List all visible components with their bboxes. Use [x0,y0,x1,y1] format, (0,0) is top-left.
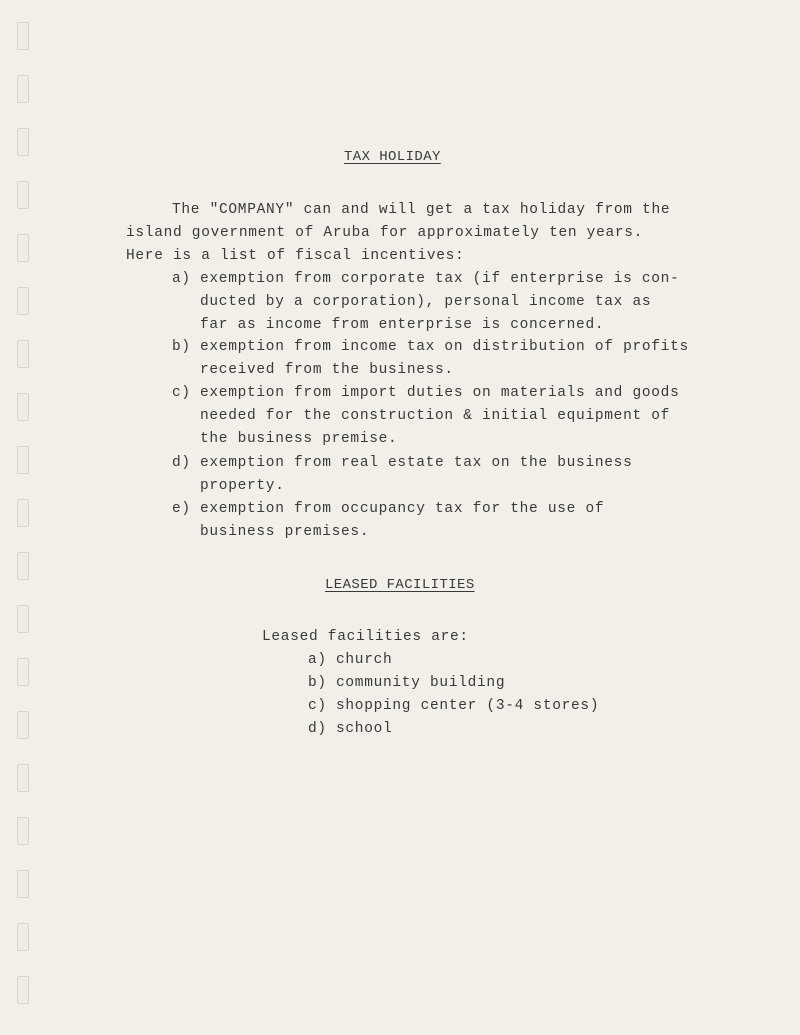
list-label: d) [308,721,327,737]
list-text: exemption from corporate tax (if enterprise is con- [200,271,680,287]
list-text: shopping center (3-4 stores) [336,698,600,714]
incentive-item-a [172,272,679,287]
list-label: b) [308,675,327,691]
intro-line: The "COMPANY" can and will get a tax holiday from the [172,202,671,218]
binder-hole [17,711,29,739]
facility-item-school [308,722,392,737]
binder-hole [17,870,29,898]
list-text: school [336,721,393,737]
incentive-continuation: far as income from enterprise is concerned. [200,317,605,333]
incentive-continuation: needed for the construction & initial equipment of [200,408,671,424]
incentive-item-c [172,386,679,401]
section-heading-tax-holiday: TAX HOLIDAY [344,149,441,165]
incentive-item-b [172,340,689,355]
list-text: church [336,652,393,668]
list-text: exemption from real estate tax on the business [200,455,633,471]
binder-hole [17,499,29,527]
section-heading-leased-facilities: LEASED FACILITIES [325,577,475,593]
binder-hole [17,340,29,368]
intro-line: Here is a list of fiscal incentives: [126,248,465,264]
list-text: exemption from occupancy tax for the use of [200,501,605,517]
binder-hole [17,393,29,421]
list-label: c) [308,698,327,714]
binder-hole [17,128,29,156]
binder-hole [17,552,29,580]
facility-item-shopping-center [308,699,599,714]
binder-hole [17,764,29,792]
incentive-continuation: property. [200,478,285,494]
incentive-item-e [172,502,604,517]
list-label: b) [172,339,191,355]
binder-hole [17,923,29,951]
binder-holes [12,0,34,1035]
incentive-continuation: ducted by a corporation), personal income tax as [200,294,652,310]
binder-hole [17,287,29,315]
facility-item-church [308,653,392,668]
incentive-continuation: the business premise. [200,431,398,447]
binder-hole [17,976,29,1004]
binder-hole [17,181,29,209]
incentive-continuation: business premises. [200,524,370,540]
list-text: community building [336,675,506,691]
facility-item-community-building [308,676,505,691]
list-text: exemption from income tax on distribution of profits [200,339,689,355]
binder-hole [17,658,29,686]
binder-hole [17,22,29,50]
list-label: c) [172,385,191,401]
intro-line: island government of Aruba for approximately ten years. [126,225,644,241]
incentive-continuation: received from the business. [200,362,454,378]
leased-intro: Leased facilities are: [262,629,469,645]
list-label: a) [172,271,191,287]
list-text: exemption from import duties on materials and goods [200,385,680,401]
binder-hole [17,75,29,103]
list-label: d) [172,455,191,471]
binder-hole [17,817,29,845]
binder-hole [17,605,29,633]
list-label: e) [172,501,191,517]
incentive-item-d [172,456,632,471]
list-label: a) [308,652,327,668]
binder-hole [17,234,29,262]
binder-hole [17,446,29,474]
